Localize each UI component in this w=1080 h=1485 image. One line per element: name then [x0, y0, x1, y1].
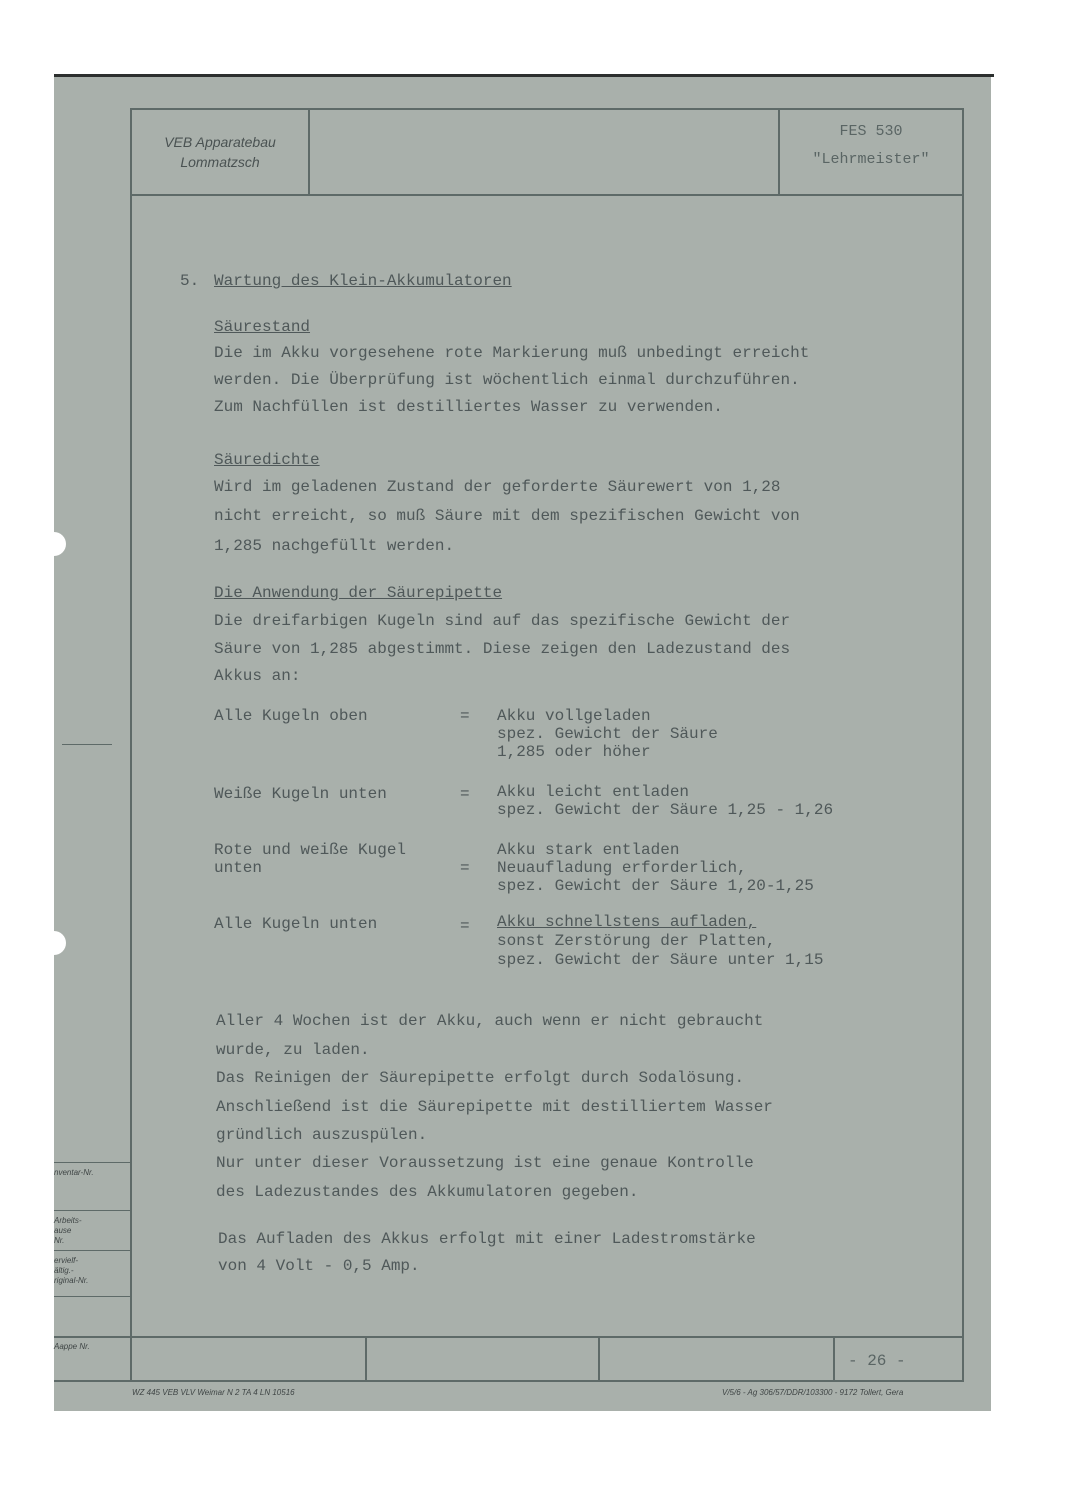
- table-row-label: unten: [214, 859, 263, 877]
- table-row-value: Neuaufladung erforderlich,: [497, 859, 747, 877]
- frame-left: [130, 108, 132, 1380]
- mappe-label: Aappe Nr.: [54, 1342, 90, 1351]
- company-location: Lommatzsch: [180, 154, 260, 170]
- frame-top: [130, 108, 964, 110]
- table-row-label: Rote und weiße Kugel: [214, 841, 407, 859]
- paragraph-line: wurde, zu laden.: [216, 1041, 370, 1059]
- side-box-line-2: [54, 1210, 132, 1211]
- section-title: Wartung des Klein-Akkumulatoren: [214, 272, 512, 290]
- punch-hole-bottom: [42, 931, 66, 955]
- side-box-line-3: [54, 1250, 132, 1251]
- inventar-label: nventar-Nr.: [54, 1168, 94, 1177]
- side-mark: [62, 744, 112, 745]
- paragraph-line: nicht erreicht, so muß Säure mit dem spezifischen Gewicht von: [214, 507, 800, 525]
- arbeits-label-line: Arbeits-: [54, 1216, 82, 1225]
- table-row-equals: =: [460, 707, 470, 725]
- table-row-value: spez. Gewicht der Säure 1,25 - 1,26: [497, 801, 834, 819]
- paragraph-line: Das Reinigen der Säurepipette erfolgt durch Sodalösung.: [216, 1069, 745, 1087]
- paragraph-line: Wird im geladenen Zustand der geforderte Säurewert von 1,28: [214, 478, 781, 496]
- sheet-top-edge: [54, 74, 994, 77]
- paragraph-line: Die dreifarbigen Kugeln sind auf das spezifische Gewicht der: [214, 612, 791, 630]
- product-name: "Lehrmeister": [812, 151, 930, 168]
- footer-print-left: WZ 445 VEB VLV Weimar N 2 TA 4 LN 10516: [132, 1388, 295, 1397]
- paragraph-line: von 4 Volt - 0,5 Amp.: [218, 1257, 420, 1275]
- frame-right: [962, 108, 964, 1380]
- pipette-heading: Die Anwendung der Säurepipette: [214, 584, 503, 602]
- company-name: VEB Apparatebau: [164, 134, 276, 150]
- vervielf-label-line: ervielf-: [54, 1256, 79, 1265]
- footer-divider-3: [833, 1336, 835, 1380]
- table-row-value: Akku leicht entladen: [497, 783, 690, 801]
- table-row-value: Akku schnellstens aufladen,: [497, 913, 757, 931]
- table-row-equals: =: [460, 859, 470, 877]
- paragraph-line: werden. Die Überprüfung ist wöchentlich einmal durchzuführen.: [214, 371, 800, 389]
- product-code: FES 530: [839, 123, 903, 140]
- vervielf-label: [54, 1256, 88, 1286]
- saeurestand-heading: Säurestand: [214, 318, 311, 336]
- paragraph-line: gründlich auszuspülen.: [216, 1126, 428, 1144]
- table-row-value: Akku vollgeladen: [497, 707, 651, 725]
- product-block: [780, 118, 962, 174]
- header-bottom: [130, 194, 964, 196]
- table-row-label: Weiße Kugeln unten: [214, 785, 387, 803]
- header-divider-1: [308, 108, 310, 196]
- table-row-equals: =: [460, 917, 470, 935]
- side-box-line-4: [54, 1296, 132, 1297]
- table-row-value: spez. Gewicht der Säure 1,20-1,25: [497, 877, 814, 895]
- paragraph-line: Die im Akku vorgesehene rote Markierung muß unbedingt erreicht: [214, 344, 810, 362]
- table-row-value: spez. Gewicht der Säure: [497, 725, 718, 743]
- punch-hole-top: [42, 532, 66, 556]
- table-row-label: Alle Kugeln oben: [214, 707, 368, 725]
- table-row-equals: =: [460, 785, 470, 803]
- paragraph-line: Säure von 1,285 abgestimmt. Diese zeigen den Ladezustand des: [214, 640, 791, 658]
- table-row-label: Alle Kugeln unten: [214, 915, 378, 933]
- company-block: [135, 132, 305, 172]
- arbeits-label: [54, 1216, 82, 1246]
- paragraph-line: Das Aufladen des Akkus erfolgt mit einer Ladestromstärke: [218, 1230, 756, 1248]
- table-row-value: sonst Zerstörung der Platten,: [497, 932, 776, 950]
- footer-divider-1: [365, 1336, 367, 1380]
- paragraph-line: Zum Nachfüllen ist destilliertes Wasser zu verwenden.: [214, 398, 723, 416]
- footer-bottom: [54, 1380, 964, 1382]
- arbeits-label-line: Nr.: [54, 1236, 65, 1245]
- footer-print-right: V/5/6 - Ag 306/57/DDR/103300 - 9172 Tollert, Gera: [722, 1388, 904, 1397]
- paragraph-line: Aller 4 Wochen ist der Akku, auch wenn er nicht gebraucht: [216, 1012, 764, 1030]
- table-row-value: 1,285 oder höher: [497, 743, 651, 761]
- table-row-value: Akku stark entladen: [497, 841, 680, 859]
- vervielf-label-line: ältig.-: [54, 1266, 74, 1275]
- paragraph-line: Anschließend ist die Säurepipette mit destilliertem Wasser: [216, 1098, 773, 1116]
- arbeits-label-line: ause: [54, 1226, 72, 1235]
- saeuredichte-heading: Säuredichte: [214, 451, 320, 469]
- page-number: - 26 -: [848, 1352, 906, 1370]
- section-number: 5.: [180, 272, 200, 290]
- paragraph-line: Akkus an:: [214, 667, 301, 685]
- paragraph-line: des Ladezustandes des Akkumulatoren gegeben.: [216, 1183, 639, 1201]
- vervielf-label-line: riginal-Nr.: [54, 1276, 89, 1285]
- paragraph-line: Nur unter dieser Voraussetzung ist eine genaue Kontrolle: [216, 1154, 754, 1172]
- paragraph-line: 1,285 nachgefüllt werden.: [214, 537, 455, 555]
- footer-top: [54, 1336, 964, 1338]
- footer-divider-2: [598, 1336, 600, 1380]
- table-row-value: spez. Gewicht der Säure unter 1,15: [497, 951, 824, 969]
- side-box-line-1: [54, 1162, 132, 1163]
